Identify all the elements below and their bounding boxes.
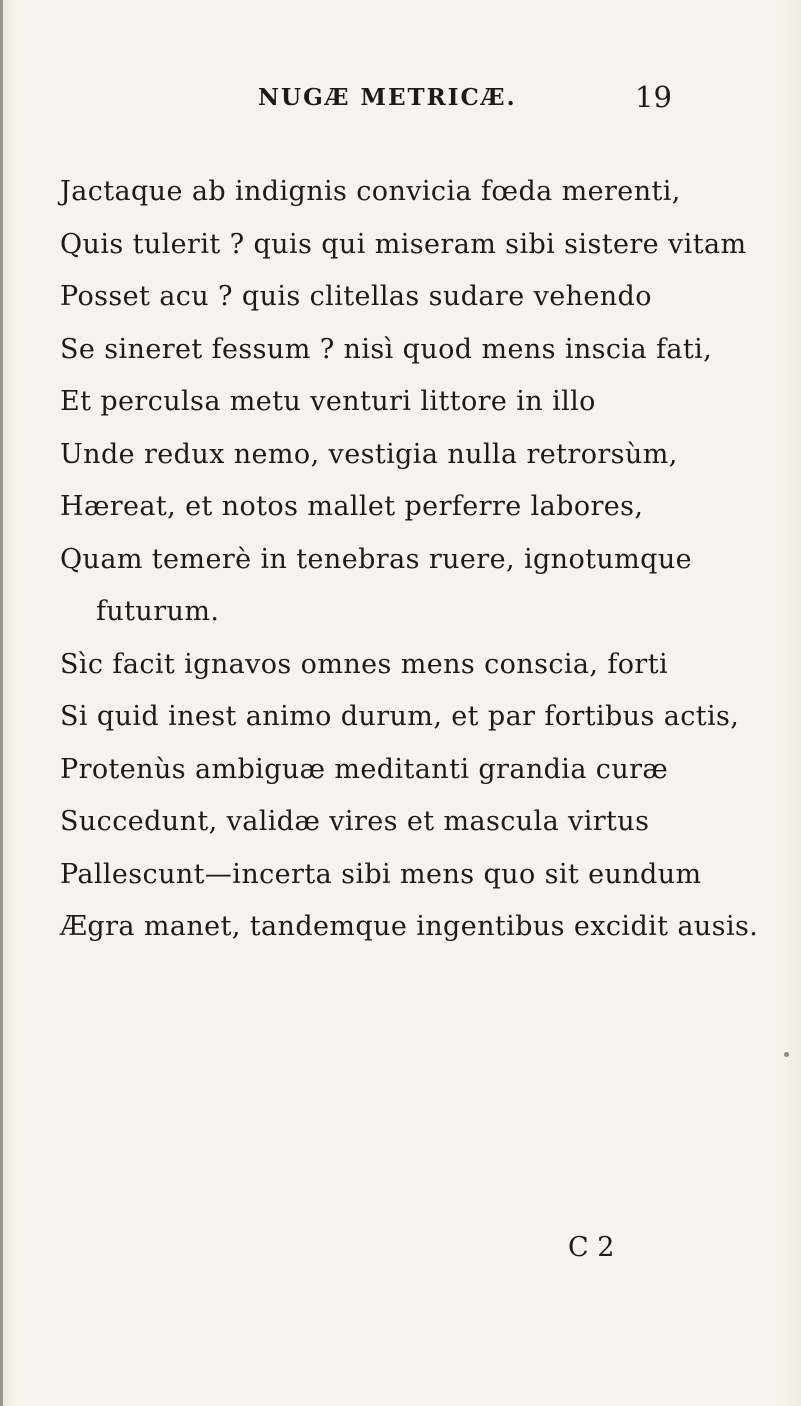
poem-line: Unde redux nemo, vestigia nulla retrorsùm, bbox=[60, 438, 678, 470]
signature-mark: C 2 bbox=[568, 1232, 615, 1263]
poem-line: Pallescunt—incerta sibi mens quo sit eundum bbox=[60, 858, 702, 890]
page-header bbox=[0, 78, 801, 118]
poem-line: Sìc facit ignavos omnes mens conscia, forti bbox=[60, 648, 669, 680]
poem-line: Si quid inest animo durum, et par fortibus actis, bbox=[60, 701, 740, 732]
poem-line: Posset acu ? quis clitellas sudare vehendo bbox=[60, 281, 652, 312]
page-number: 19 bbox=[635, 80, 672, 114]
poem-line: Et perculsa metu venturi littore in illo bbox=[60, 386, 596, 417]
poem-line: Se sineret fessum ? nisì quod mens inscia fati, bbox=[60, 333, 713, 365]
poem-line: Quis tulerit ? quis qui miseram sibi sistere vitam bbox=[60, 228, 747, 260]
poem-line: Quam temerè in tenebras ruere, ignotumque bbox=[60, 543, 692, 575]
poem-line: Ægra manet, tandemque ingentibus excidit ausis. bbox=[60, 911, 759, 942]
paper-speck bbox=[784, 1052, 789, 1057]
poem-line: Jactaque ab indignis convicia fœda merenti, bbox=[60, 176, 681, 207]
running-head: NUGÆ METRICÆ. bbox=[258, 84, 517, 111]
poem-line-continuation: futurum. bbox=[96, 596, 220, 627]
poem-text bbox=[0, 166, 801, 954]
poem-line: Succedunt, validæ vires et mascula virtus bbox=[60, 806, 650, 837]
poem-line: Protenùs ambiguæ meditanti grandia curæ bbox=[60, 753, 669, 785]
poem-line: Hæreat, et notos mallet perferre labores, bbox=[60, 491, 644, 522]
